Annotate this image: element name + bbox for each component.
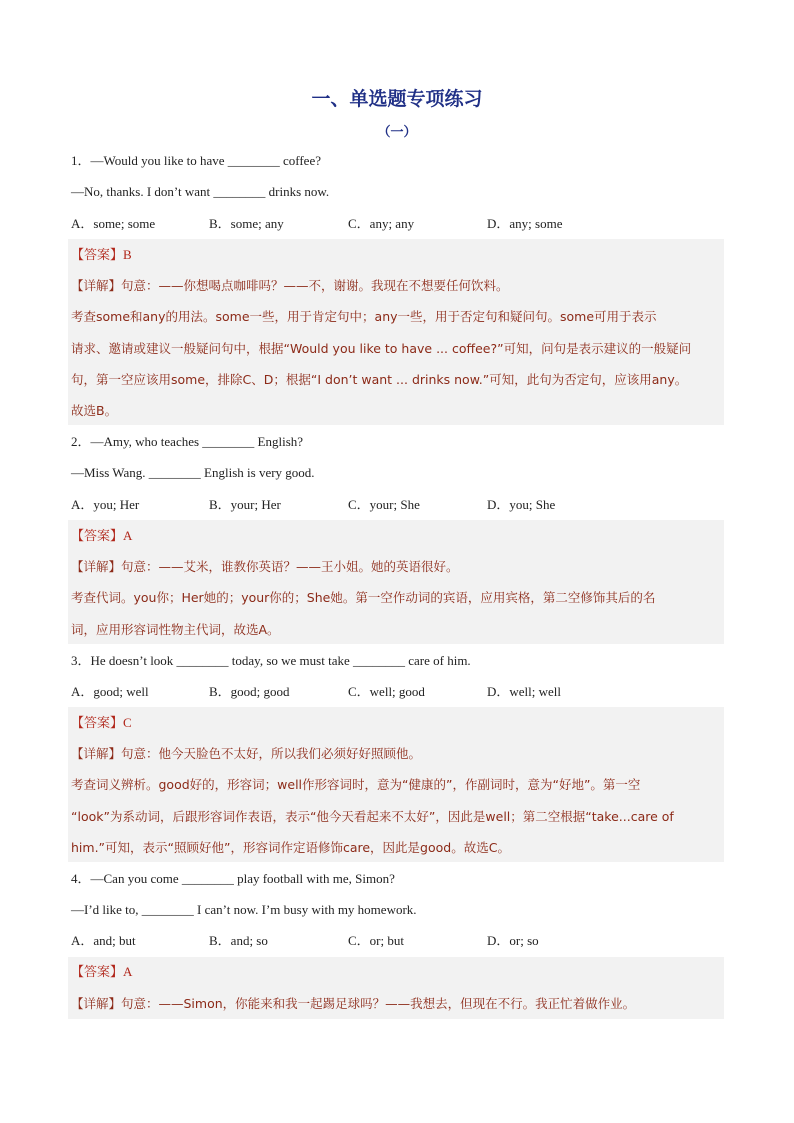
question-2-line-2: —Miss Wang. ________ English is very good. xyxy=(71,465,315,480)
question-2-explain-3: 词，应用形容词性物主代词，故选A。 xyxy=(71,622,280,637)
question-3-option-c: C．well; good xyxy=(348,684,425,699)
page-subtitle: （一） xyxy=(377,125,417,140)
question-1-explain-2: 考查some和any的用法。some一些，用于肯定句中；any一些，用于否定句和疑问句。some可用于表示 xyxy=(71,309,657,324)
question-3-answer xyxy=(71,713,132,734)
question-2-option-d: D．you; She xyxy=(487,497,556,512)
question-2-explain-2: 考查代词。you你；Her她的；your你的；She她。第一空作动词的宾语，应用宾格，第二空修饰其后的名 xyxy=(71,590,656,605)
question-1-line-1: 1．—Would you like to have ________ coffee? xyxy=(71,153,321,168)
question-3-line-1: 3．He doesn’t look ________ today, so we must take ________ care of him. xyxy=(71,653,471,668)
answer-value: A xyxy=(123,964,133,979)
question-1-explain-4: 句，第一空应该用some，排除C、D；根据“I don’t want ... drinks now.”可知，此句为否定句，应该用any。 xyxy=(71,372,688,387)
question-2-option-b: B．your; Her xyxy=(209,497,281,512)
question-2-line-1: 2．—Amy, who teaches ________ English? xyxy=(71,434,304,449)
question-1-option-b: B．some; any xyxy=(209,216,284,231)
question-1-line-2: —No, thanks. I don’t want ________ drinks now. xyxy=(71,184,330,199)
question-2-explain-1: 【详解】句意：——艾米，谁教你英语？——王小姐。她的英语很好。 xyxy=(71,559,459,574)
question-1-explain-3: 请求、邀请或建议一般疑问句中，根据“Would you like to have ... coffee?”可知，问句是表示建议的一般疑问 xyxy=(71,341,692,356)
question-3-option-d: D．well; well xyxy=(487,684,562,699)
question-3-option-b: B．good; good xyxy=(209,684,290,699)
question-4-option-c: C．or; but xyxy=(348,933,404,948)
question-1-option-c: C．any; any xyxy=(348,216,415,231)
answer-value: B xyxy=(123,247,132,262)
question-1-explain-5: 故选B。 xyxy=(71,403,118,418)
question-1-option-a: A．some; some xyxy=(71,216,156,231)
question-4-line-1: 4．—Can you come ________ play football with me, Simon? xyxy=(71,871,395,886)
answer-tag: 【答案】 xyxy=(71,248,124,263)
question-1-option-d: D．any; some xyxy=(487,216,563,231)
question-2-option-a: A．you; Her xyxy=(71,497,140,512)
question-3-explain-4: him.”可知，表示“照顾好他”，形容词作定语修饰care，因此是good。故选C。 xyxy=(71,840,510,855)
question-4-explain-1: 【详解】句意：——Simon，你能来和我一起踢足球吗？——我想去，但现在不行。我正忙着做作业。 xyxy=(71,996,636,1011)
question-4-line-2: —I’d like to, ________ I can’t now. I’m busy with my homework. xyxy=(71,902,417,917)
answer-value: C xyxy=(123,715,132,730)
question-4-option-b: B．and; so xyxy=(209,933,268,948)
question-3-explain-3: “look”为系动词，后跟形容词作表语，表示“他今天看起来不太好”，因此是well；第二空根据“take...care of xyxy=(71,809,674,824)
answer-value: A xyxy=(123,528,133,543)
answer-tag: 【答案】 xyxy=(71,529,124,544)
answer-tag: 【答案】 xyxy=(71,965,124,980)
question-3-option-a: A．good; well xyxy=(71,684,149,699)
question-4-option-d: D．or; so xyxy=(487,933,539,948)
question-1-answer-block xyxy=(68,239,724,425)
question-3-explain-1: 【详解】句意：他今天脸色不太好，所以我们必须好好照顾他。 xyxy=(71,746,422,761)
question-4-answer xyxy=(71,962,132,983)
page-title: 一、单选题专项练习 xyxy=(311,88,483,110)
question-3-explain-2: 考查词义辨析。good好的，形容词；well作形容词时，意为“健康的”，作副词时，意为“好地”。第一空 xyxy=(71,777,641,792)
question-1-answer xyxy=(71,245,132,266)
question-4-option-a: A．and; but xyxy=(71,933,136,948)
question-2-answer xyxy=(71,526,132,547)
question-2-option-c: C．your; She xyxy=(348,497,420,512)
answer-tag: 【答案】 xyxy=(71,716,124,731)
question-1-explain-1: 【详解】句意：——你想喝点咖啡吗？——不，谢谢。我现在不想要任何饮料。 xyxy=(71,278,509,293)
